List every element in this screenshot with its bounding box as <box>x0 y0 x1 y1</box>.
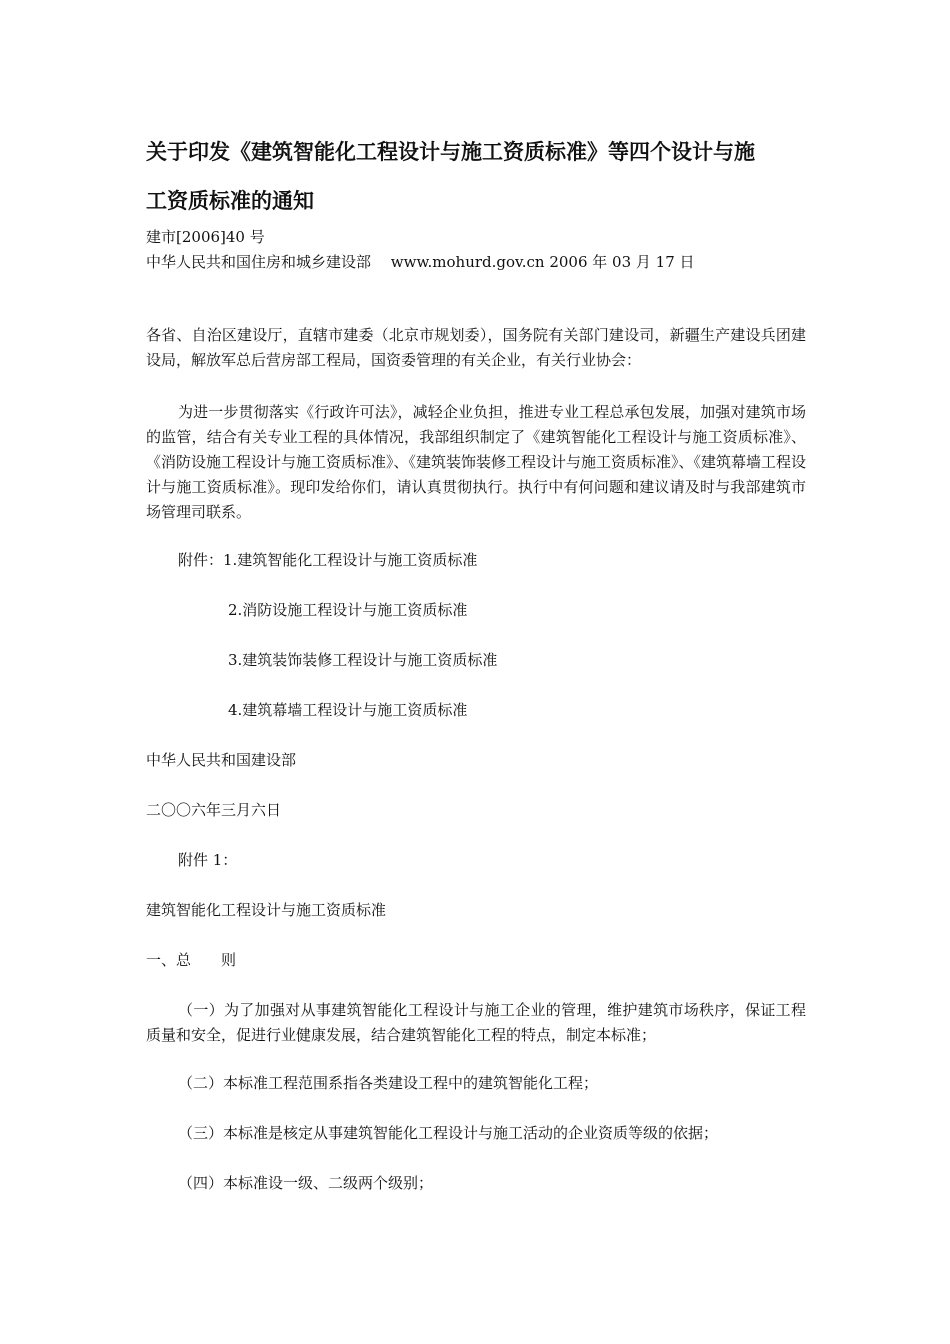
clause-2: （二）本标准工程范围系指各类建设工程中的建筑智能化工程； <box>178 1074 599 1092</box>
section-heading: 一、总 则 <box>146 951 237 969</box>
document-title-line-2: 工资质标准的通知 <box>146 189 314 213</box>
attachment-item-2: 2.消防设施工程设计与施工资质标准 <box>228 601 468 619</box>
body-paragraph: 为进一步贯彻落实《行政许可法》，减轻企业负担，推进专业工程总承包发展，加强对建筑市场的监管，结合有关专业工程的具体情况，我部组织制定了《建筑智能化工程设计与施工资质标准》、《消防设施工程设计与施工资质标准》、《建筑装饰装修工程设计与施工资质标准》、《建筑幕墙工程设计与施工资质标准》。现印发给你们，请认真贯彻执行。执行中有何问题和建议请及时与我部建筑市场管理司联系。 <box>146 403 807 521</box>
clause-4: （四）本标准设一级、二级两个级别； <box>178 1174 434 1192</box>
attachment-item-1: 附件：1.建筑智能化工程设计与施工资质标准 <box>178 551 478 569</box>
document-title-line-1: 关于印发《建筑智能化工程设计与施工资质标准》等四个设计与施 <box>146 140 755 164</box>
clause-1: （一）为了加强对从事建筑智能化工程设计与施工企业的管理，维护建筑市场秩序，保证工程质量和安全，促进行业健康发展，结合建筑智能化工程的特点，制定本标准； <box>146 1001 806 1044</box>
attachment-item-4: 4.建筑幕墙工程设计与施工资质标准 <box>228 701 468 719</box>
clause-3: （三）本标准是核定从事建筑智能化工程设计与施工活动的企业资质等级的依据； <box>178 1124 719 1142</box>
annex-title: 建筑智能化工程设计与施工资质标准 <box>146 901 387 919</box>
document-number: 建市[2006]40 号 <box>146 228 265 246</box>
document-source: 中华人民共和国住房和城乡建设部 www.mohurd.gov.cn 2006 年 03 月 17 日 <box>146 253 695 271</box>
annex-label: 附件 1： <box>178 851 238 869</box>
issuer-signature: 中华人民共和国建设部 <box>146 751 297 769</box>
attachment-item-3: 3.建筑装饰装修工程设计与施工资质标准 <box>228 651 498 669</box>
issue-date: 二〇〇六年三月六日 <box>146 801 282 819</box>
addressee-paragraph: 各省、自治区建设厅，直辖市建委（北京市规划委），国务院有关部门建设司，新疆生产建设兵团建设局，解放军总后营房部工程局，国资委管理的有关企业，有关行业协会： <box>146 326 806 369</box>
